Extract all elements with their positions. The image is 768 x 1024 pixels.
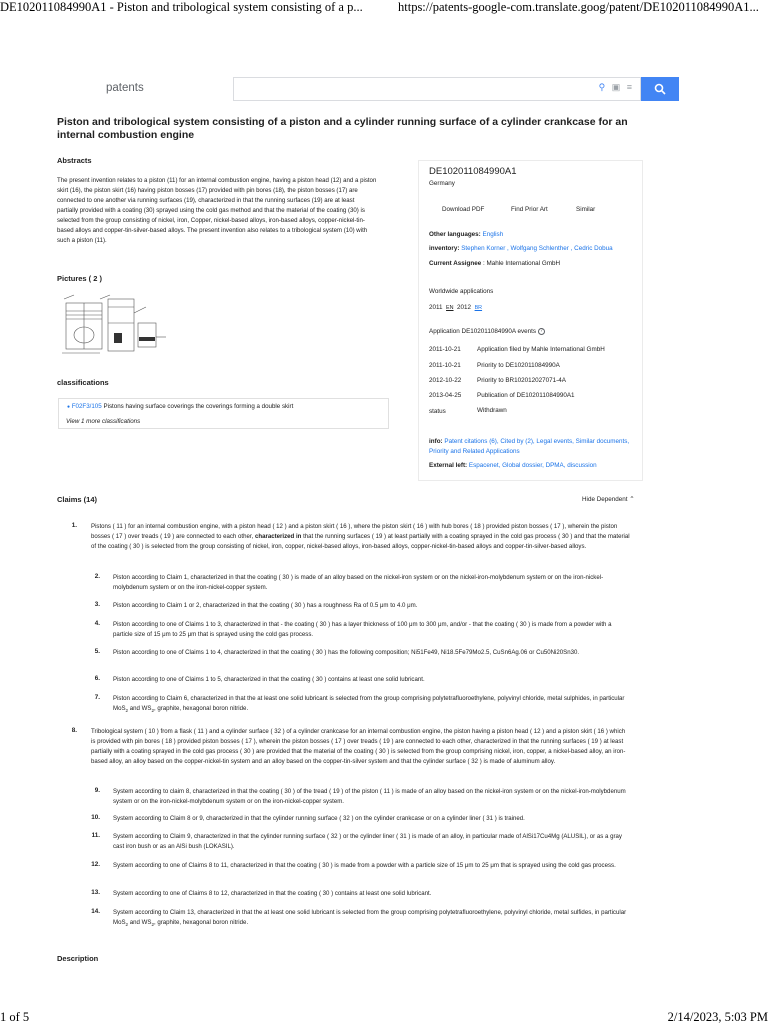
claim-number: 10. [91, 814, 100, 821]
download-pdf-button[interactable]: Download PDF [442, 206, 485, 213]
hide-dependent-label: Hide Dependent [582, 496, 628, 503]
patents-logo[interactable]: patents [106, 82, 144, 94]
subscript: 2 [125, 922, 129, 928]
info-label: info: [429, 438, 443, 445]
other-languages-label: Other languages: [429, 231, 481, 238]
claim-text: Tribological system ( 10 ) from a flask ( 11 ) and a cylinder surface ( 32 ) of a cylinder crankcase for an internal combustion engine, the piston having a piston head ( 12 ) and a piston skirt ( 16 ) which is provided with pin bores ( 18 ) provided piston bosses ( 17 ), wherein the piston bosses ( 17 ) over treads ( 19 ) are connected to each other, characterized in that the running surfaces ( 19 ) at least partially with a coating sprayed in the cold gas process ( 30 ) are provided that the material of the coating ( 30 ) is selected from the group comprising nickel, iron, copper, a nickel-based alloy, an iron-based alloy, an alloy based on the copper-nickel-tin system and an alloy based on the copper-tin-silver system and that the cylinder surface ( 32 ) is made of aluminum alloy. [91, 728, 626, 765]
similar-button[interactable]: Similar [576, 206, 596, 213]
events-title: Application DE102011084990A events [429, 328, 537, 336]
worldwide-applications-heading: Worldwide applications [429, 288, 494, 295]
claim-text: Piston according to one of Claims 1 to 3, characterized in that - the coating ( 30 ) has a layer thickness of 100 μm to 300 μm, and/or - that the coating ( 30 ) is made from a powder with a particle size of 15 μm to 25 μm that is sprayed using the cold gas process. [113, 621, 612, 638]
status-value: Withdrawn [477, 407, 507, 414]
external-links-list[interactable]: Espacenet, Global dossier, DPMA, discussion [468, 462, 597, 469]
language-link-english[interactable]: English [482, 231, 504, 238]
pictures-heading: Pictures ( 2 ) [57, 274, 103, 283]
claim-number: 14. [91, 908, 100, 915]
image-search-icon[interactable]: ▣ [611, 82, 623, 92]
claim-text [113, 908, 631, 930]
bullet-icon: ● [67, 404, 71, 410]
print-page-url: https://patents-google-com.translate.goog/patent/DE102011084990A1... [398, 0, 759, 14]
print-page-title: DE102011084990A1 - Piston and tribological system consisting of a p... [0, 0, 363, 14]
claim-text: Piston according to one of Claims 1 to 5, characterized in that the coating ( 30 ) contains at least one solid lubricant. [113, 676, 425, 683]
view-more-classifications[interactable]: View 1 more classifications [66, 418, 141, 425]
claim-number: 1. [71, 522, 77, 529]
claim-text-part: , graphite, hexagonal boron nitride. [153, 919, 249, 926]
claim-text-part: , graphite, hexagonal boron nitride. [153, 705, 249, 712]
claim-number: 3. [94, 601, 100, 608]
claim-text-part: and WS [129, 919, 152, 926]
subscript: 2 [151, 708, 154, 714]
external-label: External left: [429, 462, 468, 469]
event-date: 2011-10-21 [429, 362, 461, 369]
classifications-heading: classifications [57, 378, 109, 387]
claim-text [113, 694, 631, 716]
inventors-label: inventory: [429, 245, 460, 252]
info-icon[interactable]: ? [538, 328, 545, 335]
print-header [0, 0, 768, 16]
claim-number: 7. [94, 694, 100, 701]
event-text: Priority to BR102012027071-4A [477, 377, 566, 384]
search-input[interactable] [233, 77, 641, 101]
claim-text: Piston according to one of Claims 1 to 4, characterized in that the coating ( 30 ) has the following composition; Ni51Fe49, Ni18.5Fe79Mo2.5, CuSn6Ag.06 or Cu50Ni20Sn30. [113, 649, 580, 656]
event-date: 2011-10-21 [429, 346, 461, 353]
subscript: 2 [125, 708, 129, 714]
publication-number: DE102011084990A1 [429, 166, 517, 177]
claim-number: 11. [91, 832, 100, 839]
claim-text: System according to Claim 9, characterized in that the cylinder running surface ( 32 ) or the cylinder liner ( 31 ) is made of an alloy, in particular made of AlSi17Cu4Mg (ALUSIL), or as a gray cast iron bush or as an AlSi bush (LOKASIL). [113, 833, 622, 850]
claim-text: System according to one of Claims 8 to 12, characterized in that the coating ( 30 ) contains at least one solid lubricant. [113, 890, 432, 897]
claim-number: 6. [94, 675, 100, 682]
claim-text: Piston according to Claim 1 or 2, characterized in that the coating ( 30 ) has a roughness Ra of 0.5 μm to 4.0 μm. [113, 602, 418, 609]
external-links-line [429, 461, 634, 471]
subscript: 2 [151, 922, 154, 928]
event-text: Application filed by Mahle International GmbH [477, 346, 605, 353]
patent-drawing-thumbnail[interactable] [60, 293, 172, 365]
claim-text-part: System according to Claim 13, characterized in that the at least one solid lubricant is selected from the group comprising polytetrafluoroethylene, polyvinyl chloride, metal sulfides, in particular MoS [113, 909, 627, 926]
claim-text-part: and WS [129, 705, 152, 712]
classification-row [67, 403, 293, 410]
find-prior-art-button[interactable]: Find Prior Art [511, 206, 548, 213]
events-heading [429, 328, 545, 335]
claim-text: System according to claim 8, characterized in that the coating ( 30 ) of the tread ( 19 ) of the piston ( 11 ) is made of an alloy based on the nickel-iron system or on the nickel-iron-molybdenum system or on the iron-nickel-molybdenum system or on the iron-nickel-copper system. [113, 788, 626, 805]
search-button[interactable] [641, 77, 679, 101]
event-text: Publication of DE102011084990A1 [477, 392, 575, 399]
claim-text-part: Piston according to Claim 6, characterized in that the at least one solid lubricant is selected from the group comprising polytetrafluoroethylene, polyvinyl chloride, metal sulphides, in particular MoS [113, 695, 625, 712]
worldwide-applications-row [429, 304, 482, 311]
chevron-up-icon: ⌃ [629, 496, 635, 503]
claim-text-part: Pistons ( 11 ) for an internal combustion engine, with a piston head ( 12 ) and a piston skirt ( 16 ), where the piston skirt ( 16 ) with hub bores ( 18 ) provided piston bosses ( 17 ), wherein the piston bosses ( 17 ) over treads ( 19 ) are connected to each other, [91, 523, 618, 540]
event-date: 2013-04-25 [429, 392, 462, 399]
ww-country-en[interactable]: EN [446, 305, 454, 311]
description-heading: Description [57, 954, 99, 963]
top-bar [0, 72, 768, 108]
claim-number: 9. [94, 787, 100, 794]
claim-text [91, 522, 631, 552]
abstract-heading: Abstracts [57, 156, 92, 165]
info-links [429, 437, 634, 471]
ww-country-br[interactable]: BR [474, 305, 483, 311]
status-label: status [429, 408, 446, 415]
claim-number: 8. [71, 727, 77, 734]
claim-text: System according to one of Claims 8 to 11, characterized in that the coating ( 30 ) is made from a powder with a particle size of 15 μm to 25 μm that is sprayed using the cold gas process. [113, 862, 616, 869]
page-counter: 1 of 5 [0, 1010, 30, 1024]
claim-text: Piston according to Claim 1, characterized in that the coating ( 30 ) is made of an alloy based on the nickel-iron system or on the nickel-iron-molybdenum system or on the iron-nickel-molybdenum system or on the iron-nickel-copper system. [113, 574, 604, 591]
hide-dependent-toggle[interactable] [582, 496, 635, 503]
info-links-line [429, 437, 634, 457]
abstract-text: The present invention relates to a piston (11) for an internal combustion engine, having a piston head (12) and a piston skirt (16), the piston skirt (16) having piston bosses (17) provided with pin bores (18), the piston bosses (17) are connected to one another via running surfaces (19), characterized in that the running surfaces (19) are at least partially provided with a coating (30) sprayed using the cold gas method and that the material of the coating (30) is selected from the group consisting of nickel, iron, Copper, nickel-based alloys, iron-based alloys, copper-nickel-tin-based alloys and copper-tin-silver-based alloys. The present invention also relates to a tribological system (10) with such a piston (11). [57, 177, 377, 244]
classification-description: Pistons having surface coverings the coverings forming a double skirt [103, 403, 294, 410]
classifications-box [58, 398, 389, 429]
other-languages [429, 231, 503, 238]
claim-number: 12. [91, 861, 100, 868]
claim-text-part: that the running surfaces ( 19 ) at least partially with a coating sprayed in the cold gas process ( 30 ) and that the material of the coating ( 30 ) is selected from the group consisting of nickel, iron, copper, nickel-based alloys, iron-based alloys, copper-nickel-tin-based alloys and copper-tin-silver-based alloys. [91, 533, 630, 550]
ww-year-2012[interactable]: 2012 [457, 304, 472, 311]
claim-number: 5. [94, 648, 100, 655]
list-icon[interactable]: ≡ [626, 82, 634, 92]
claim-number: 2. [94, 573, 100, 580]
event-text: Priority to DE102011084990A [477, 362, 560, 369]
event-date: 2012-10-22 [429, 377, 462, 384]
claims-heading: Claims (14) [57, 495, 98, 504]
ww-year-2011[interactable]: 2011 [429, 304, 443, 311]
patent-title: Piston and tribological system consisting of a piston and a cylinder running surface of a cylinder crankcase for an internal combustion engine [57, 116, 628, 141]
info-links-list[interactable]: Patent citations (6), Cited by (2), Legal events, Similar documents, Priority and Related Applications [429, 438, 630, 455]
current-assignee [429, 260, 560, 267]
assignee-value: : Mahle International GmbH [483, 260, 561, 267]
classification-code-link[interactable]: F02F3/105 [71, 403, 102, 410]
search-tools [599, 82, 634, 93]
claim-number: 13. [91, 889, 100, 896]
claim-text: System according to Claim 8 or 9, characterized in that the cylinder running surface ( 32 ) on the cylinder crankcase or on a cylinder liner ( 31 ) is trained. [113, 815, 525, 822]
assignee-label: Current Assignee [429, 260, 482, 267]
print-datetime: 2/14/2023, 5:03 PM [667, 1010, 768, 1024]
inventor-links[interactable]: Stephen Korner , Wolfgang Schlenther , Cedric Dobua [461, 245, 613, 252]
claim-text-emphasis: characterized in [254, 533, 302, 540]
search-icon [654, 83, 666, 95]
claim-number: 4. [94, 620, 100, 627]
print-footer [0, 1010, 768, 1024]
location-pin-icon[interactable]: ⚲ [598, 82, 608, 92]
country: Germany [429, 180, 455, 187]
inventors [429, 245, 613, 252]
